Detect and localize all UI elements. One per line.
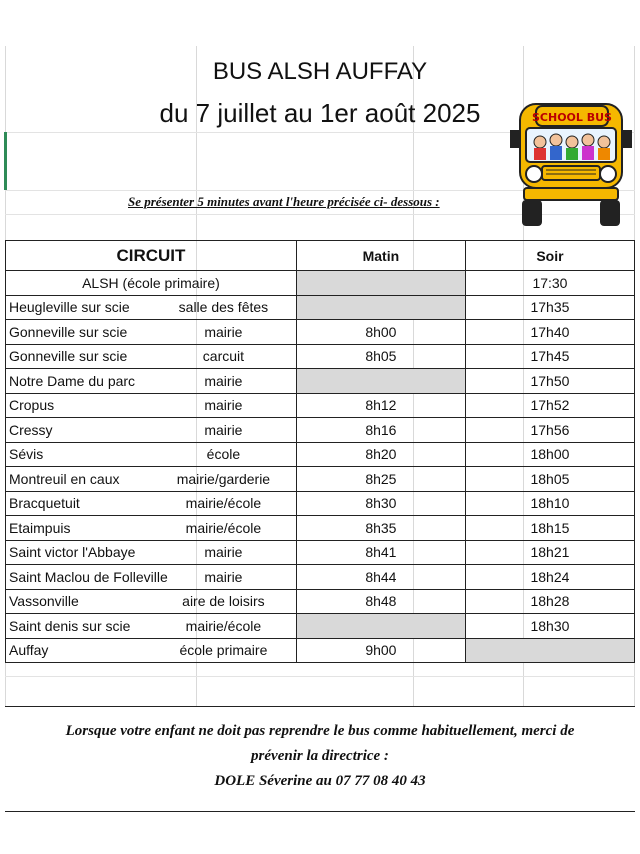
bus-sign-text: SCHOOL BUS bbox=[532, 111, 612, 124]
header-circuit: CIRCUIT bbox=[6, 241, 297, 271]
table-row bbox=[6, 271, 635, 296]
cell-lieu: mairie bbox=[151, 369, 296, 394]
cell-soir: 18h21 bbox=[465, 540, 634, 565]
school-bus-icon bbox=[506, 96, 636, 236]
table-row bbox=[6, 369, 635, 394]
cell-lieu: mairie bbox=[151, 393, 296, 418]
table-row bbox=[6, 589, 635, 614]
footer-line-2: prévenir la directrice : bbox=[251, 748, 389, 764]
header-soir: Soir bbox=[465, 241, 634, 271]
cell-lieu: mairie/école bbox=[151, 516, 296, 541]
table-row bbox=[6, 295, 635, 320]
cell-lieu: mairie bbox=[151, 320, 296, 345]
notice-text: Se présenter 5 minutes avant l'heure précisée ci- dessous : bbox=[128, 194, 440, 209]
cell-lieu: mairie/école bbox=[151, 614, 296, 639]
cell-commune: Montreuil en caux bbox=[6, 467, 151, 492]
cell-soir: 18h15 bbox=[465, 516, 634, 541]
table-row bbox=[6, 393, 635, 418]
cell-selection-marker bbox=[4, 132, 7, 190]
cell-matin bbox=[296, 295, 465, 320]
cell-lieu: mairie/garderie bbox=[151, 467, 296, 492]
cell-commune: Vassonville bbox=[6, 589, 151, 614]
cell-commune: Auffay bbox=[6, 638, 151, 663]
cell-soir: 18h10 bbox=[465, 491, 634, 516]
cell-lieu: carcuit bbox=[151, 344, 296, 369]
cell-commune: Cropus bbox=[6, 393, 151, 418]
cell-matin: 8h44 bbox=[296, 565, 465, 590]
cell-matin bbox=[296, 271, 465, 296]
table-row bbox=[6, 344, 635, 369]
cell-lieu: mairie bbox=[151, 418, 296, 443]
cell-soir: 18h05 bbox=[465, 467, 634, 492]
cell-matin bbox=[296, 369, 465, 394]
table-row bbox=[6, 467, 635, 492]
cell-lieu: école primaire bbox=[151, 638, 296, 663]
schedule-table bbox=[5, 240, 635, 663]
table-row bbox=[6, 565, 635, 590]
table-row bbox=[6, 418, 635, 443]
cell-commune: Cressy bbox=[6, 418, 151, 443]
table-row bbox=[6, 540, 635, 565]
cell-matin: 8h00 bbox=[296, 320, 465, 345]
cell-lieu: mairie/école bbox=[151, 491, 296, 516]
footer-notice bbox=[5, 706, 635, 812]
cell-soir: 17h56 bbox=[465, 418, 634, 443]
cell-soir bbox=[465, 638, 634, 663]
cell-commune: Gonneville sur scie bbox=[6, 320, 151, 345]
cell-commune: Saint victor l'Abbaye bbox=[6, 540, 151, 565]
title-line-2: du 7 juillet au 1er août 2025 bbox=[159, 98, 481, 128]
cell-commune: Saint denis sur scie bbox=[6, 614, 151, 639]
table-row bbox=[6, 638, 635, 663]
cell-soir: 18h28 bbox=[465, 589, 634, 614]
cell-matin: 8h35 bbox=[296, 516, 465, 541]
cell-soir: 18h00 bbox=[465, 442, 634, 467]
row-label: ALSH (école primaire) bbox=[6, 271, 297, 296]
cell-matin: 8h05 bbox=[296, 344, 465, 369]
header-matin: Matin bbox=[296, 241, 465, 271]
cell-soir: 17h50 bbox=[465, 369, 634, 394]
cell-soir: 17h35 bbox=[465, 295, 634, 320]
cell-matin: 8h12 bbox=[296, 393, 465, 418]
footer-contact: DOLE Séverine au 07 77 08 40 43 bbox=[214, 773, 426, 789]
cell-soir: 17h52 bbox=[465, 393, 634, 418]
cell-commune: Gonneville sur scie bbox=[6, 344, 151, 369]
cell-matin: 8h25 bbox=[296, 467, 465, 492]
table-row bbox=[6, 516, 635, 541]
cell-commune: Saint Maclou de Folleville bbox=[6, 565, 151, 590]
cell-soir: 17:30 bbox=[465, 271, 634, 296]
title-line-1: BUS ALSH AUFFAY bbox=[212, 58, 428, 85]
cell-commune: Etaimpuis bbox=[6, 516, 151, 541]
cell-matin: 8h48 bbox=[296, 589, 465, 614]
cell-matin: 8h16 bbox=[296, 418, 465, 443]
cell-soir: 18h30 bbox=[465, 614, 634, 639]
table-row bbox=[6, 491, 635, 516]
table-row bbox=[6, 320, 635, 345]
cell-soir: 17h45 bbox=[465, 344, 634, 369]
cell-lieu: mairie bbox=[151, 540, 296, 565]
cell-commune: Bracquetuit bbox=[6, 491, 151, 516]
cell-soir: 18h24 bbox=[465, 565, 634, 590]
grid-line bbox=[5, 676, 635, 677]
cell-soir: 17h40 bbox=[465, 320, 634, 345]
cell-matin: 9h00 bbox=[296, 638, 465, 663]
cell-lieu: mairie bbox=[151, 565, 296, 590]
cell-matin: 8h20 bbox=[296, 442, 465, 467]
cell-matin: 8h41 bbox=[296, 540, 465, 565]
cell-lieu: aire de loisirs bbox=[151, 589, 296, 614]
table-header-row bbox=[6, 241, 635, 271]
table-row bbox=[6, 442, 635, 467]
table-row bbox=[6, 614, 635, 639]
cell-commune: Sévis bbox=[6, 442, 151, 467]
cell-lieu: salle des fêtes bbox=[151, 295, 296, 320]
cell-commune: Heugleville sur scie bbox=[6, 295, 151, 320]
cell-matin: 8h30 bbox=[296, 491, 465, 516]
cell-lieu: école bbox=[151, 442, 296, 467]
footer-line-1: Lorsque votre enfant ne doit pas reprendre le bus comme habituellement, merci de bbox=[65, 723, 575, 739]
cell-commune: Notre Dame du parc bbox=[6, 369, 151, 394]
cell-matin bbox=[296, 614, 465, 639]
